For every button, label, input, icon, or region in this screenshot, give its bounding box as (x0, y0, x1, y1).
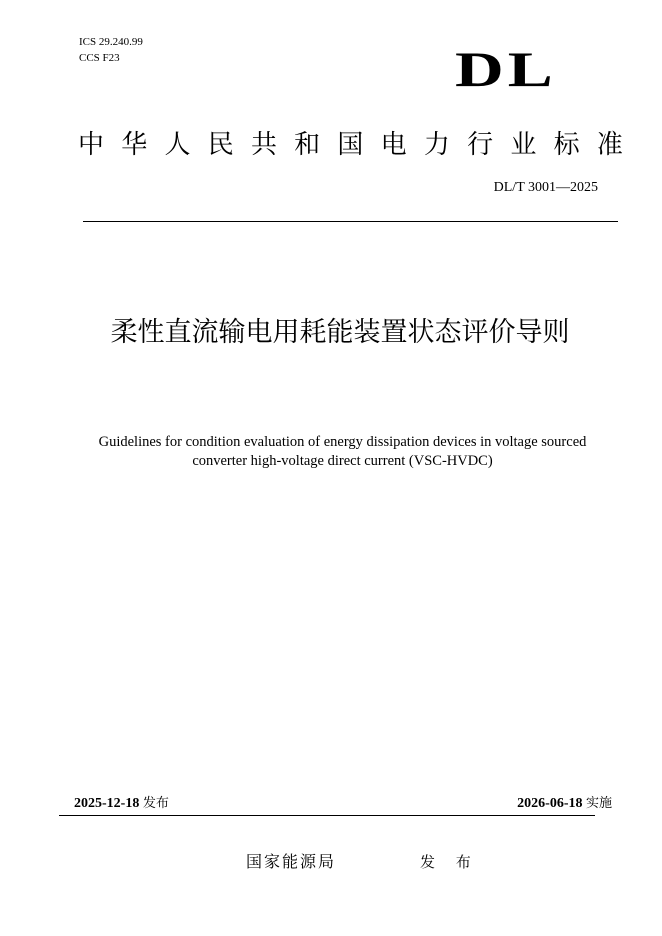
standard-category-char: 行 (467, 130, 494, 160)
standard-category-char: 电 (380, 130, 407, 160)
standard-category-char: 人 (164, 130, 191, 160)
top-divider (83, 221, 618, 222)
ccs-code: CCS F23 (79, 52, 120, 64)
classification-codes (79, 34, 143, 66)
implement-date-group (517, 795, 612, 813)
standard-category-char: 准 (596, 130, 623, 160)
implement-label: 实施 (585, 796, 612, 811)
standard-category-char: 华 (121, 130, 148, 160)
standard-category-char: 和 (294, 130, 321, 160)
standard-category-char: 民 (207, 130, 234, 160)
title-english-line: converter high-voltage direct current (VSC-HVDC) (192, 453, 493, 469)
dl-logo: DL (455, 41, 557, 97)
standard-category-char: 共 (250, 130, 277, 160)
title-english-line: Guidelines for condition evaluation of energy dissipation devices in voltage sourced (98, 434, 587, 450)
standard-category-char: 国 (337, 130, 364, 160)
date-row (74, 795, 612, 813)
standard-category-char: 中 (78, 130, 105, 160)
standard-category-char: 业 (510, 130, 537, 160)
publish-date-group (74, 795, 169, 813)
publish-label: 发布 (142, 796, 169, 811)
issue-label: 发 布 (420, 853, 479, 871)
standard-category-char: 标 (553, 130, 580, 160)
bottom-divider (59, 815, 595, 816)
issuer: 国家能源局 (246, 852, 337, 871)
publish-date: 2025-12-18 (74, 796, 140, 811)
standard-category (78, 130, 623, 160)
title-english (60, 433, 625, 471)
implement-date: 2026-06-18 (517, 796, 583, 811)
standard-category-char: 力 (423, 130, 450, 160)
standard-number: DL/T 3001—2025 (493, 180, 598, 195)
ics-code: ICS 29.240.99 (79, 36, 143, 48)
title-chinese: 柔性直流输电用耗能装置状态评价导则 (110, 317, 570, 348)
